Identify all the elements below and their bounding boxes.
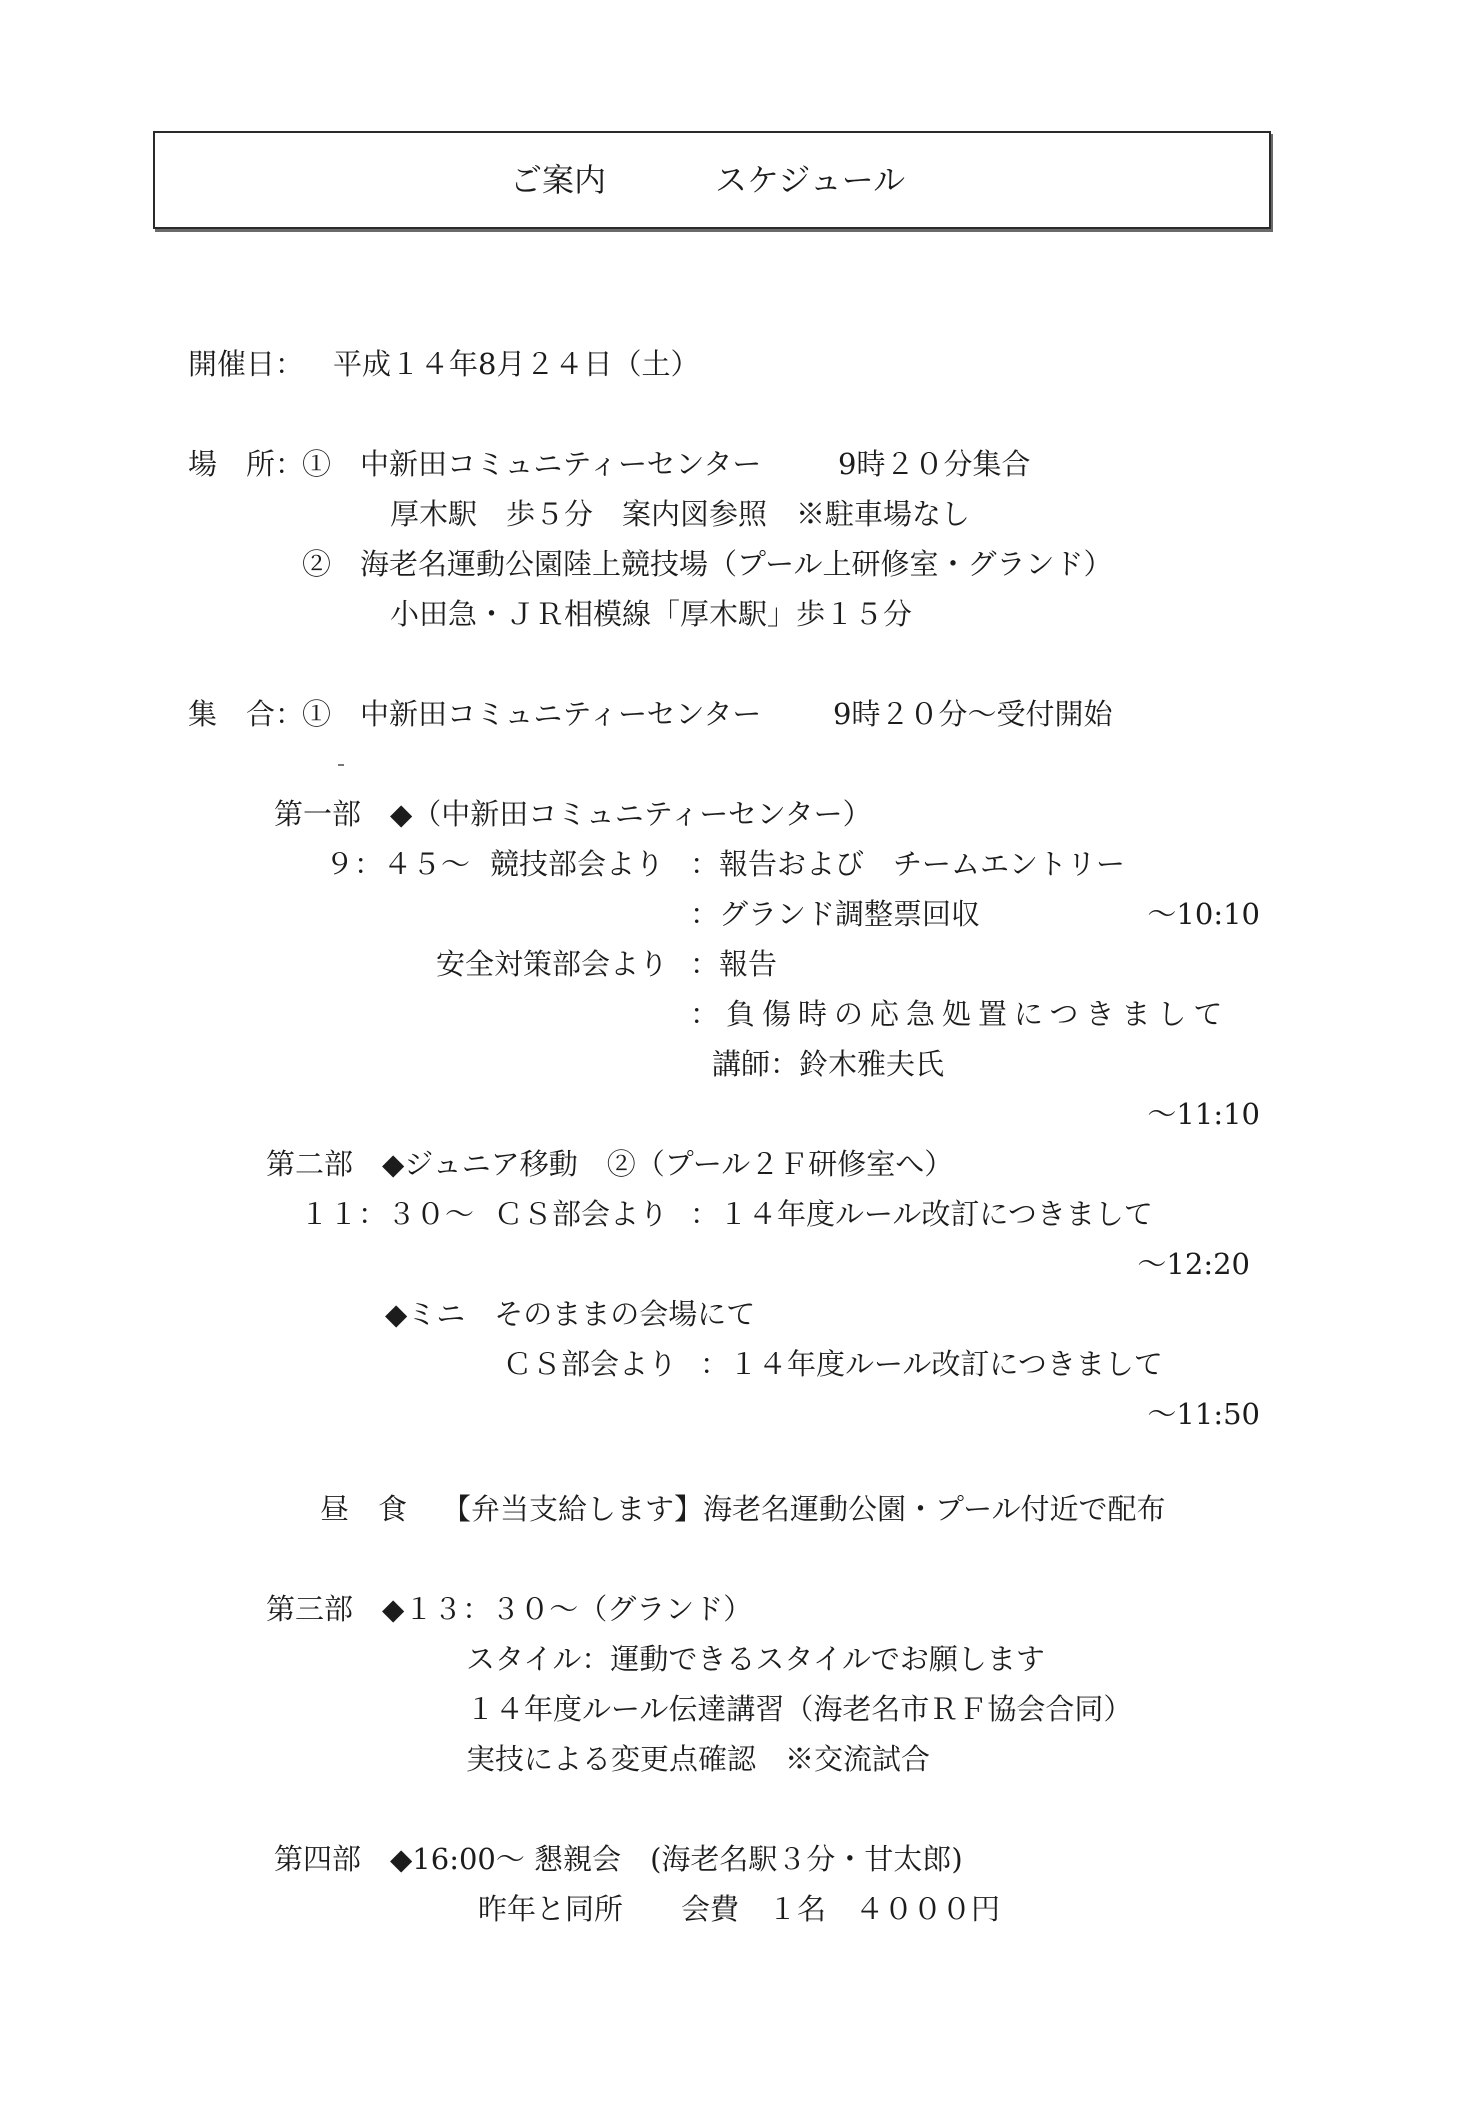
part3-heading: 第三部 ◆１３：３０～（グランド） <box>266 1592 753 1626</box>
venue-2: ② 海老名運動公園陸上競技場（プール上研修室・グランド） <box>302 547 1113 581</box>
lunch-label: 昼 食 <box>320 1492 408 1526</box>
part2-dept: ＣＳ部会より <box>494 1197 669 1231</box>
mini-heading: ◆ミニ そのままの会場にて <box>385 1297 756 1331</box>
date-label: 開催日： <box>188 347 305 381</box>
part1-lecturer: 講師：鈴木雅夫氏 <box>712 1047 945 1081</box>
part1-dept1: 競技部会より <box>490 847 665 881</box>
part2-heading: 第二部 ◆ジュニア移動 ②（プール２Ｆ研修室へ） <box>266 1147 954 1181</box>
venue-1-access: 厚木駅 歩５分 案内図参照 ※駐車場なし <box>390 497 971 531</box>
part4-line1: 昨年と同所 会費 １名 ４０００円 <box>478 1892 1001 1926</box>
part1-dept2: 安全対策部会より <box>436 947 669 981</box>
mini-dept: ＣＳ部会より <box>503 1347 678 1381</box>
part1-item3: ：報告 <box>690 947 778 981</box>
mini-end: ～11:50 <box>1147 1397 1260 1431</box>
venue-2-access: 小田急・ＪＲ相模線「厚木駅」歩１５分 <box>390 597 913 631</box>
part1-end1: ～10:10 <box>1147 897 1260 931</box>
part1-item1: ：報告および チームエントリー <box>690 847 1126 881</box>
venue-label: 場 所： <box>188 447 305 481</box>
part3-line3: 実技による変更点確認 ※交流試合 <box>466 1742 931 1776</box>
scan-speck <box>338 764 344 766</box>
part2-time: １１：３０～ <box>300 1197 475 1231</box>
title-box <box>153 131 1271 229</box>
part1-heading: 第一部 ◆（中新田コミュニティーセンター） <box>274 797 872 831</box>
gather-value: ① 中新田コミュニティーセンター <box>302 697 762 731</box>
venue-1: ① 中新田コミュニティーセンター <box>302 447 762 481</box>
part1-item4: ：負傷時の応急処置につきまして <box>690 997 1230 1031</box>
gather-label: 集 合： <box>188 697 305 731</box>
part3-line1: スタイル：運動できるスタイルでお願します <box>466 1642 1045 1676</box>
date-value: 平成１４年8月２４日（土） <box>333 347 700 381</box>
title-schedule: スケジュール <box>715 161 906 199</box>
lunch-text: 【弁当支給します】海老名運動公園・プール付近で配布 <box>442 1492 1166 1526</box>
mini-item: ：１４年度ルール改訂につきまして <box>700 1347 1163 1381</box>
gather-time: 9時２０分～受付開始 <box>833 697 1113 731</box>
part1-time: ９：４５～ <box>325 847 471 881</box>
part1-end2: ～11:10 <box>1147 1097 1260 1131</box>
part2-end: ～12:20 <box>1137 1247 1250 1281</box>
part1-item2: ：グランド調整票回収 <box>690 897 981 931</box>
part3-line2: １４年度ルール伝達講習（海老名市ＲＦ協会合同） <box>466 1692 1133 1726</box>
title-guide: ご案内 <box>510 161 607 199</box>
part2-item: ：１４年度ルール改訂につきまして <box>690 1197 1153 1231</box>
part4-heading: 第四部 ◆16:00～ 懇親会 (海老名駅３分・甘太郎) <box>274 1842 963 1876</box>
venue-1-time: 9時２０分集合 <box>838 447 1031 481</box>
